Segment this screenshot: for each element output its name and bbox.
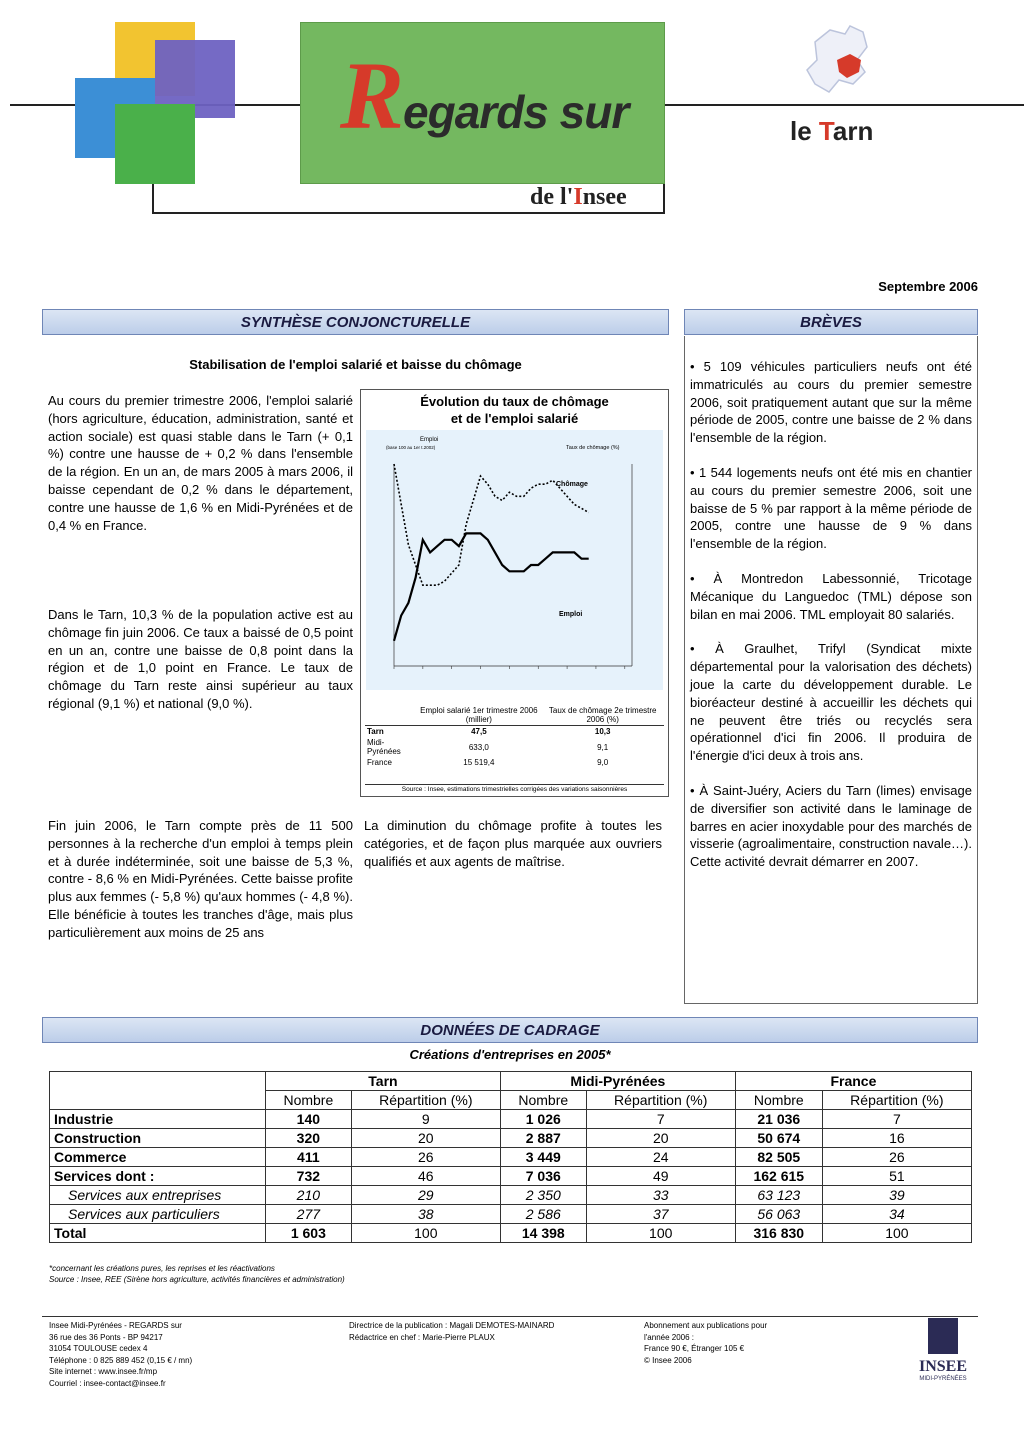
footer-line: Rédactrice en chef : Marie-Pierre PLAUX bbox=[349, 1332, 495, 1342]
chart-table-chomage: 9,1 bbox=[597, 742, 609, 752]
cell-nombre: 21 036 bbox=[735, 1110, 822, 1129]
cell-repartition: 37 bbox=[586, 1205, 735, 1224]
cell-nombre: 3 449 bbox=[500, 1148, 586, 1167]
footer-line: Abonnement aux publications pour bbox=[644, 1321, 768, 1330]
footer-line: l'année 2006 : bbox=[644, 1332, 695, 1342]
breves-box bbox=[684, 336, 978, 1004]
chart-title-line-1: Évolution du taux de chômage bbox=[420, 394, 609, 409]
publication-title: Regards sur bbox=[340, 42, 629, 149]
cell-repartition: 38 bbox=[351, 1205, 500, 1224]
cell-nombre: 50 674 bbox=[735, 1129, 822, 1148]
table-subheader-repartition: Répartition (%) bbox=[822, 1091, 971, 1110]
table-row bbox=[50, 1167, 972, 1186]
footer-line: Directrice de la publication : Magali DEMOTES-MAINARD bbox=[349, 1321, 555, 1330]
cell-repartition: 16 bbox=[822, 1129, 971, 1148]
table-subheader-nombre: Nombre bbox=[735, 1091, 822, 1110]
table-subheader-nombre: Nombre bbox=[500, 1091, 586, 1110]
breve-item: • 1 544 logements neufs ont été mis en chantier au cours du premier semestre 2006, soit une baisse de 5 % par rapport à la même période de 2005, contre une hausse de 9 % dans l'ensemble de la région. bbox=[690, 464, 972, 552]
table-group-midi-pyrenees: Midi-Pyrénées bbox=[500, 1072, 735, 1091]
cell-repartition: 100 bbox=[586, 1224, 735, 1243]
cell-nombre: 277 bbox=[266, 1205, 352, 1224]
chart-table-emploi: 47,5 bbox=[471, 727, 487, 736]
cell-repartition: 100 bbox=[822, 1224, 971, 1243]
insee-logo-icon bbox=[928, 1318, 958, 1354]
footer-address bbox=[49, 1320, 192, 1390]
breve-item: • À Graulhet, Trifyl (Syndicat mixte départemental pour la valorisation des déchets) joue la carte du développement durable. Le bioréacteur destiné à accueillir les déchets qui ne peuvent être triés ou recyclés sera opérationnel d'ici fin 2006. Il produira de l'énergie d'ici deux à trois ans. bbox=[690, 641, 972, 764]
paragraph-3: Fin juin 2006, le Tarn compte près de 11 500 personnes à la recherche d'un emploi à temps plein et à durée indéterminée, soit une baisse de 5,3 %, contre - 8,6 % en Midi-Pyrénées. Cette baisse profite plus aux femmes (- 5,8 %) qu'aux hommes (- 4,8 %). Elle bénéficie à toutes les tranches d'âge, mais plus particulièrement aux moins de 25 ans bbox=[48, 818, 353, 940]
chart-table-chomage: 10,3 bbox=[594, 727, 611, 736]
chart-title bbox=[361, 393, 668, 427]
paragraph-1: Au cours du premier trimestre 2006, l'emploi salarié (hors agriculture, éducation, administration, santé et action sociale) est quasi stable dans le Tarn (+ 0,1 %) contre une hausse de + 0,2 % dans l'ensemble de la région. En un an, de mars 2005 à mars 2006, il baisse cependant de 0,2 % dans le département, contre une hausse de 1,6 % en Midi-Pyrénées et de 0,4 % en France. bbox=[48, 393, 353, 533]
chart-table-emploi: 633,0 bbox=[468, 742, 489, 752]
cell-nombre: 2 350 bbox=[500, 1186, 586, 1205]
cell-repartition: 33 bbox=[586, 1186, 735, 1205]
footer-rule bbox=[42, 1316, 978, 1317]
footer-line: Insee Midi-Pyrénées - REGARDS sur bbox=[49, 1321, 182, 1330]
chart-table-emploi: 15 519,4 bbox=[463, 758, 495, 767]
chart-table-header-zone bbox=[365, 705, 416, 726]
table-subheader-repartition: Répartition (%) bbox=[351, 1091, 500, 1110]
row-label: Construction bbox=[50, 1129, 266, 1148]
insee-logo bbox=[910, 1318, 976, 1392]
header bbox=[0, 0, 1024, 225]
table-row bbox=[50, 1129, 972, 1148]
department-map-icon bbox=[795, 22, 885, 102]
right-axis-title: Taux de chômage (%) bbox=[566, 445, 620, 451]
cell-repartition: 49 bbox=[586, 1167, 735, 1186]
table-corner bbox=[50, 1072, 266, 1110]
footer-subscription bbox=[644, 1320, 767, 1366]
creations-table bbox=[49, 1071, 972, 1243]
table-group-tarn: Tarn bbox=[266, 1072, 501, 1091]
de-l-insee: de l'Insee bbox=[530, 184, 627, 210]
table-footnotes bbox=[49, 1263, 345, 1285]
cell-nombre: 2 586 bbox=[500, 1205, 586, 1224]
chart-plot bbox=[366, 430, 663, 690]
footnote-source: Source : Insee, REE (Sirène hors agriculture, activités financières et administration) bbox=[49, 1275, 345, 1284]
footer-line: 36 rue des 36 Ponts - BP 94217 bbox=[49, 1332, 163, 1342]
cell-nombre: 56 063 bbox=[735, 1205, 822, 1224]
paragraph-4: La diminution du chômage profite à toutes les catégories, et de façon plus marquée aux ouvriers qualifiés et aux agents de maîtrise. bbox=[364, 818, 662, 869]
cell-repartition: 29 bbox=[351, 1186, 500, 1205]
table-row bbox=[50, 1205, 972, 1224]
table-subheader-nombre: Nombre bbox=[266, 1091, 352, 1110]
cell-repartition: 26 bbox=[822, 1148, 971, 1167]
row-label: Services aux entreprises bbox=[50, 1186, 266, 1205]
label-emploi: Emploi bbox=[559, 611, 583, 618]
cell-nombre: 2 887 bbox=[500, 1129, 586, 1148]
table-row bbox=[50, 1224, 972, 1243]
chart-title-line-2: et de l'emploi salarié bbox=[450, 411, 579, 426]
row-label: Commerce bbox=[50, 1148, 266, 1167]
table-row bbox=[50, 1186, 972, 1205]
footer-line: © Insee 2006 bbox=[644, 1355, 692, 1365]
row-label: Industrie bbox=[50, 1110, 266, 1129]
cell-nombre: 320 bbox=[266, 1129, 352, 1148]
footer-credits bbox=[349, 1320, 554, 1343]
article-subtitle: Stabilisation de l'emploi salarié et baisse du chômage bbox=[189, 357, 522, 372]
chart-table-zone: Midi-Pyrénées bbox=[367, 738, 401, 756]
cell-nombre: 411 bbox=[266, 1148, 352, 1167]
chart-table-zone: France bbox=[367, 758, 392, 767]
breve-item: • 5 109 véhicules particuliers neufs ont été immatriculés au cours du premier semestre 2006, soit pratiquement autant que sur la même période de 2005, contre une baisse de 2 % dans l'ensemble de la région. bbox=[690, 359, 972, 446]
cell-repartition: 100 bbox=[351, 1224, 500, 1243]
cell-repartition: 24 bbox=[586, 1148, 735, 1167]
breve-item: • À Saint-Juéry, Aciers du Tarn (limes) envisage de diversifier son activité dans le laminage de barres en acier inoxydable pour des marchés de visserie (agroalimentaire, construction navale…). Cette activité devrait démarrer en 2007. bbox=[690, 782, 972, 870]
cell-nombre: 14 398 bbox=[500, 1224, 586, 1243]
chart-summary-table bbox=[365, 705, 664, 768]
issue-date: Septembre 2006 bbox=[878, 279, 978, 294]
cell-repartition: 39 bbox=[822, 1186, 971, 1205]
cell-nombre: 162 615 bbox=[735, 1167, 822, 1186]
section-synthese-heading: SYNTHÈSE CONJONCTURELLE bbox=[42, 309, 669, 335]
cell-nombre: 210 bbox=[266, 1186, 352, 1205]
row-label: Services dont : bbox=[50, 1167, 266, 1186]
section-breves-heading: BRÈVES bbox=[684, 309, 978, 335]
cell-repartition: 51 bbox=[822, 1167, 971, 1186]
cell-nombre: 1 026 bbox=[500, 1110, 586, 1129]
table-group-france: France bbox=[735, 1072, 971, 1091]
insee-logo-text: INSEE bbox=[918, 1358, 968, 1375]
chart-table-zone: Tarn bbox=[367, 727, 384, 736]
row-label: Services aux particuliers bbox=[50, 1205, 266, 1224]
footer-line: France 90 €, Étranger 105 € bbox=[644, 1344, 745, 1354]
footnote-definition: *concernant les créations pures, les reprises et les réactivations bbox=[49, 1264, 275, 1273]
cell-repartition: 26 bbox=[351, 1148, 500, 1167]
logo-square-green bbox=[115, 104, 195, 184]
footer-email[interactable]: Courriel : insee-contact@insee.fr bbox=[49, 1378, 166, 1388]
footer-line: Téléphone : 0 825 889 452 (0,15 € / mn) bbox=[49, 1355, 193, 1365]
cell-repartition: 7 bbox=[822, 1110, 971, 1129]
chart-source: Source : Insee, estimations trimestrielles corrigées des variations saisonnières bbox=[365, 784, 664, 793]
table-row bbox=[50, 1110, 972, 1129]
chart-table-header-chomage: Taux de chômage 2e trimestre 2006 (%) bbox=[548, 706, 657, 724]
section-cadrage-heading: DONNÉES DE CADRAGE bbox=[42, 1017, 978, 1043]
cell-repartition: 20 bbox=[586, 1129, 735, 1148]
cell-repartition: 20 bbox=[351, 1129, 500, 1148]
cell-repartition: 9 bbox=[351, 1110, 500, 1129]
cell-nombre: 1 603 bbox=[266, 1224, 352, 1243]
breve-item: • À Montredon Labessonnié, Tricotage Mécanique du Languedoc (TML) dépose son bilan en mai 2006. TML employait 80 salariés. bbox=[690, 570, 972, 622]
cell-nombre: 7 036 bbox=[500, 1167, 586, 1186]
department-name: le Tarn bbox=[790, 116, 874, 146]
left-axis-title: Emploi bbox=[420, 437, 439, 443]
insee-logo-subtext: MIDI-PYRÉNÉES bbox=[919, 1376, 967, 1382]
footer-website[interactable]: Site internet : www.insee.fr/mp bbox=[49, 1367, 158, 1377]
cell-nombre: 140 bbox=[266, 1110, 352, 1129]
table-caption: Créations d'entreprises en 2005* bbox=[409, 1047, 611, 1062]
label-chomage: Chômage bbox=[556, 481, 588, 488]
cell-repartition: 34 bbox=[822, 1205, 971, 1224]
cell-repartition: 46 bbox=[351, 1167, 500, 1186]
cell-nombre: 732 bbox=[266, 1167, 352, 1186]
row-label: Total bbox=[50, 1224, 266, 1243]
cell-nombre: 316 830 bbox=[735, 1224, 822, 1243]
cell-repartition: 7 bbox=[586, 1110, 735, 1129]
cell-nombre: 63 123 bbox=[735, 1186, 822, 1205]
chart-table-chomage: 9,0 bbox=[597, 758, 609, 767]
chart-frame bbox=[360, 389, 669, 797]
chart-table-header-emploi: Emploi salarié 1er trimestre 2006 (millier) bbox=[420, 706, 538, 724]
table-subheader-repartition: Répartition (%) bbox=[586, 1091, 735, 1110]
left-axis-subtitle: (base 100 au 1er t.2002) bbox=[386, 445, 436, 450]
footer-line: 31054 TOULOUSE cedex 4 bbox=[49, 1344, 148, 1354]
paragraph-2: Dans le Tarn, 10,3 % de la population active est au chômage fin juin 2006. Ce taux a baissé de 0,5 point en un an, contre une baisse de 0,8 point dans la région et de 1,0 point en France. Le taux de chômage du Tarn reste ainsi supérieur au taux régional (9,1 %) et national (9,0 %). bbox=[48, 607, 353, 711]
table-row bbox=[50, 1148, 972, 1167]
cell-nombre: 82 505 bbox=[735, 1148, 822, 1167]
